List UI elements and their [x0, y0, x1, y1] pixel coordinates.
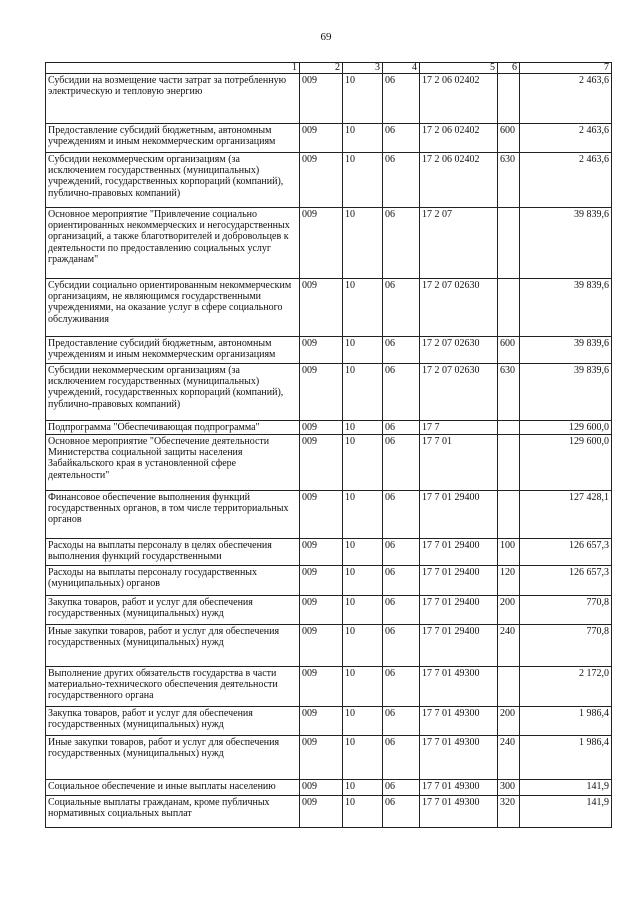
row-csr-cell: 17 7 01 29400	[420, 625, 498, 667]
row-csr-cell: 17 2 06 02402	[420, 74, 498, 124]
row-name-cell: Финансовое обеспечение выполнения функций государственных органов, в том числе территориальных органов	[46, 491, 300, 539]
row-ved-cell: 009	[300, 279, 343, 337]
row-csr-cell: 17 7 01 49300	[420, 736, 498, 780]
row-csr-cell: 17 7 01	[420, 435, 498, 491]
row-pr-cell: 06	[383, 796, 420, 828]
table-row	[46, 435, 612, 491]
row-rz-cell: 10	[343, 435, 383, 491]
row-pr-cell: 06	[383, 707, 420, 736]
row-rz-cell: 10	[343, 667, 383, 707]
row-sum-cell: 39 839,6	[520, 364, 612, 421]
row-csr-cell: 17 7	[420, 421, 498, 435]
row-ved-cell: 009	[300, 596, 343, 625]
row-name-cell: Субсидии на возмещение части затрат за потребленную электрическую и тепловую энергию	[46, 74, 300, 124]
row-rz-cell: 10	[343, 337, 383, 364]
row-pr-cell: 06	[383, 539, 420, 566]
row-vr-cell: 600	[498, 124, 520, 153]
row-rz-cell: 10	[343, 491, 383, 539]
table-row	[46, 625, 612, 667]
row-sum-cell: 39 839,6	[520, 337, 612, 364]
row-rz-cell: 10	[343, 74, 383, 124]
row-sum-cell: 2 463,6	[520, 153, 612, 208]
row-rz-cell: 10	[343, 153, 383, 208]
row-name-cell: Выполнение других обязательств государства в части материально-технического обеспечения деятельности государственного органа	[46, 667, 300, 707]
row-sum-cell: 127 428,1	[520, 491, 612, 539]
table-row	[46, 667, 612, 707]
row-csr-cell: 17 2 06 02402	[420, 153, 498, 208]
row-rz-cell: 10	[343, 124, 383, 153]
row-csr-cell: 17 7 01 49300	[420, 796, 498, 828]
row-sum-cell: 141,9	[520, 796, 612, 828]
row-rz-cell: 10	[343, 279, 383, 337]
header-row	[46, 63, 612, 74]
table-row	[46, 279, 612, 337]
table-row	[46, 124, 612, 153]
table-row	[46, 596, 612, 625]
row-ved-cell: 009	[300, 435, 343, 491]
row-rz-cell: 10	[343, 780, 383, 796]
row-sum-cell: 39 839,6	[520, 279, 612, 337]
row-sum-cell: 126 657,3	[520, 566, 612, 596]
row-ved-cell: 009	[300, 736, 343, 780]
row-ved-cell: 009	[300, 796, 343, 828]
row-csr-cell: 17 2 07 02630	[420, 279, 498, 337]
table-row	[46, 153, 612, 208]
row-vr-cell: 630	[498, 364, 520, 421]
row-vr-cell: 200	[498, 596, 520, 625]
row-csr-cell: 17 7 01 29400	[420, 491, 498, 539]
row-csr-cell: 17 2 06 02402	[420, 124, 498, 153]
row-name-cell: Расходы на выплаты персоналу в целях обеспечения выполнения функций государственными	[46, 539, 300, 566]
row-ved-cell: 009	[300, 74, 343, 124]
row-name-cell: Субсидии некоммерческим организациям (за исключением государственных (муниципальных) учреждений, государственных корпораций (компаний), публично-правовых компаний)	[46, 364, 300, 421]
row-sum-cell: 2 172,0	[520, 667, 612, 707]
column-header-3: 3	[343, 63, 383, 74]
row-rz-cell: 10	[343, 421, 383, 435]
column-header-4: 4	[383, 63, 420, 74]
row-rz-cell: 10	[343, 796, 383, 828]
table-row	[46, 780, 612, 796]
row-pr-cell: 06	[383, 124, 420, 153]
row-sum-cell: 770,8	[520, 625, 612, 667]
row-sum-cell: 770,8	[520, 596, 612, 625]
row-name-cell: Социальные выплаты гражданам, кроме публичных нормативных социальных выплат	[46, 796, 300, 828]
row-ved-cell: 009	[300, 707, 343, 736]
row-pr-cell: 06	[383, 596, 420, 625]
table-row	[46, 74, 612, 124]
row-rz-cell: 10	[343, 596, 383, 625]
row-pr-cell: 06	[383, 491, 420, 539]
row-ved-cell: 009	[300, 566, 343, 596]
row-csr-cell: 17 2 07 02630	[420, 364, 498, 421]
row-ved-cell: 009	[300, 421, 343, 435]
row-pr-cell: 06	[383, 780, 420, 796]
row-vr-cell: 240	[498, 625, 520, 667]
row-name-cell: Закупка товаров, работ и услуг для обеспечения государственных (муниципальных) нужд	[46, 707, 300, 736]
row-ved-cell: 009	[300, 208, 343, 279]
row-vr-cell	[498, 667, 520, 707]
row-pr-cell: 06	[383, 625, 420, 667]
row-csr-cell: 17 7 01 29400	[420, 566, 498, 596]
row-rz-cell: 10	[343, 625, 383, 667]
row-vr-cell: 120	[498, 566, 520, 596]
row-vr-cell	[498, 421, 520, 435]
row-pr-cell: 06	[383, 208, 420, 279]
row-ved-cell: 009	[300, 625, 343, 667]
column-header-1: 1	[46, 63, 300, 74]
row-rz-cell: 10	[343, 736, 383, 780]
table-body	[46, 74, 612, 828]
row-vr-cell	[498, 279, 520, 337]
row-sum-cell: 126 657,3	[520, 539, 612, 566]
row-sum-cell: 141,9	[520, 780, 612, 796]
row-ved-cell: 009	[300, 539, 343, 566]
row-name-cell: Расходы на выплаты персоналу государственных (муниципальных) органов	[46, 566, 300, 596]
row-vr-cell: 320	[498, 796, 520, 828]
row-vr-cell: 100	[498, 539, 520, 566]
row-sum-cell: 1 986,4	[520, 707, 612, 736]
column-header-2: 2	[300, 63, 343, 74]
row-rz-cell: 10	[343, 566, 383, 596]
table-row	[46, 364, 612, 421]
row-vr-cell	[498, 491, 520, 539]
row-name-cell: Основное мероприятие "Обеспечение деятельности Министерства социальной защиты населения Забайкальского края в установленной сфере деятельности"	[46, 435, 300, 491]
table-row	[46, 707, 612, 736]
row-name-cell: Предоставление субсидий бюджетным, автономным учреждениям и иным некоммерческим организациям	[46, 124, 300, 153]
budget-table	[45, 62, 612, 828]
row-name-cell: Иные закупки товаров, работ и услуг для обеспечения государственных (муниципальных) нужд	[46, 736, 300, 780]
row-pr-cell: 06	[383, 435, 420, 491]
row-csr-cell: 17 7 01 49300	[420, 780, 498, 796]
row-name-cell: Иные закупки товаров, работ и услуг для обеспечения государственных (муниципальных) нужд	[46, 625, 300, 667]
table-row	[46, 337, 612, 364]
column-header-5: 5	[420, 63, 498, 74]
table-row	[46, 736, 612, 780]
row-vr-cell	[498, 208, 520, 279]
row-ved-cell: 009	[300, 153, 343, 208]
row-vr-cell: 300	[498, 780, 520, 796]
row-name-cell: Предоставление субсидий бюджетным, автономным учреждениям и иным некоммерческим организациям	[46, 337, 300, 364]
page-number: 69	[320, 31, 332, 43]
table-row	[46, 539, 612, 566]
row-pr-cell: 06	[383, 421, 420, 435]
table-row	[46, 566, 612, 596]
row-csr-cell: 17 2 07	[420, 208, 498, 279]
row-name-cell: Подпрограмма "Обеспечивающая подпрограмма"	[46, 421, 300, 435]
row-csr-cell: 17 7 01 29400	[420, 596, 498, 625]
row-ved-cell: 009	[300, 337, 343, 364]
row-rz-cell: 10	[343, 539, 383, 566]
row-csr-cell: 17 2 07 02630	[420, 337, 498, 364]
row-vr-cell	[498, 74, 520, 124]
row-ved-cell: 009	[300, 364, 343, 421]
row-vr-cell: 630	[498, 153, 520, 208]
row-sum-cell: 2 463,6	[520, 124, 612, 153]
row-rz-cell: 10	[343, 208, 383, 279]
row-ved-cell: 009	[300, 491, 343, 539]
row-pr-cell: 06	[383, 566, 420, 596]
row-csr-cell: 17 7 01 29400	[420, 539, 498, 566]
table-row	[46, 421, 612, 435]
row-sum-cell: 39 839,6	[520, 208, 612, 279]
table-row	[46, 796, 612, 828]
row-ved-cell: 009	[300, 780, 343, 796]
row-vr-cell: 200	[498, 707, 520, 736]
row-ved-cell: 009	[300, 124, 343, 153]
row-csr-cell: 17 7 01 49300	[420, 667, 498, 707]
column-header-7: 7	[520, 63, 612, 74]
row-pr-cell: 06	[383, 153, 420, 208]
row-vr-cell: 240	[498, 736, 520, 780]
row-pr-cell: 06	[383, 736, 420, 780]
row-pr-cell: 06	[383, 667, 420, 707]
row-rz-cell: 10	[343, 707, 383, 736]
row-vr-cell: 600	[498, 337, 520, 364]
row-name-cell: Субсидии социально ориентированным некоммерческим организациям, не являющимся государственными учреждениями, на оказание услуг в сфере социального обслуживания	[46, 279, 300, 337]
row-ved-cell: 009	[300, 667, 343, 707]
row-name-cell: Основное мероприятие "Привлечение социально ориентированных некоммерческих и негосударственных организаций, а также благотворителей и добровольцев к деятельности по предоставлению социальных услуг гражданам"	[46, 208, 300, 279]
row-pr-cell: 06	[383, 364, 420, 421]
row-name-cell: Субсидии некоммерческим организациям (за исключением государственных (муниципальных) учреждений, государственных корпораций (компаний), публично-правовых компаний)	[46, 153, 300, 208]
row-sum-cell: 129 600,0	[520, 421, 612, 435]
row-pr-cell: 06	[383, 74, 420, 124]
row-name-cell: Социальное обеспечение и иные выплаты населению	[46, 780, 300, 796]
row-sum-cell: 2 463,6	[520, 74, 612, 124]
table-row	[46, 208, 612, 279]
row-sum-cell: 1 986,4	[520, 736, 612, 780]
row-sum-cell: 129 600,0	[520, 435, 612, 491]
row-csr-cell: 17 7 01 49300	[420, 707, 498, 736]
column-header-6: 6	[498, 63, 520, 74]
row-name-cell: Закупка товаров, работ и услуг для обеспечения государственных (муниципальных) нужд	[46, 596, 300, 625]
row-rz-cell: 10	[343, 364, 383, 421]
table-row	[46, 491, 612, 539]
row-pr-cell: 06	[383, 337, 420, 364]
row-pr-cell: 06	[383, 279, 420, 337]
row-vr-cell	[498, 435, 520, 491]
